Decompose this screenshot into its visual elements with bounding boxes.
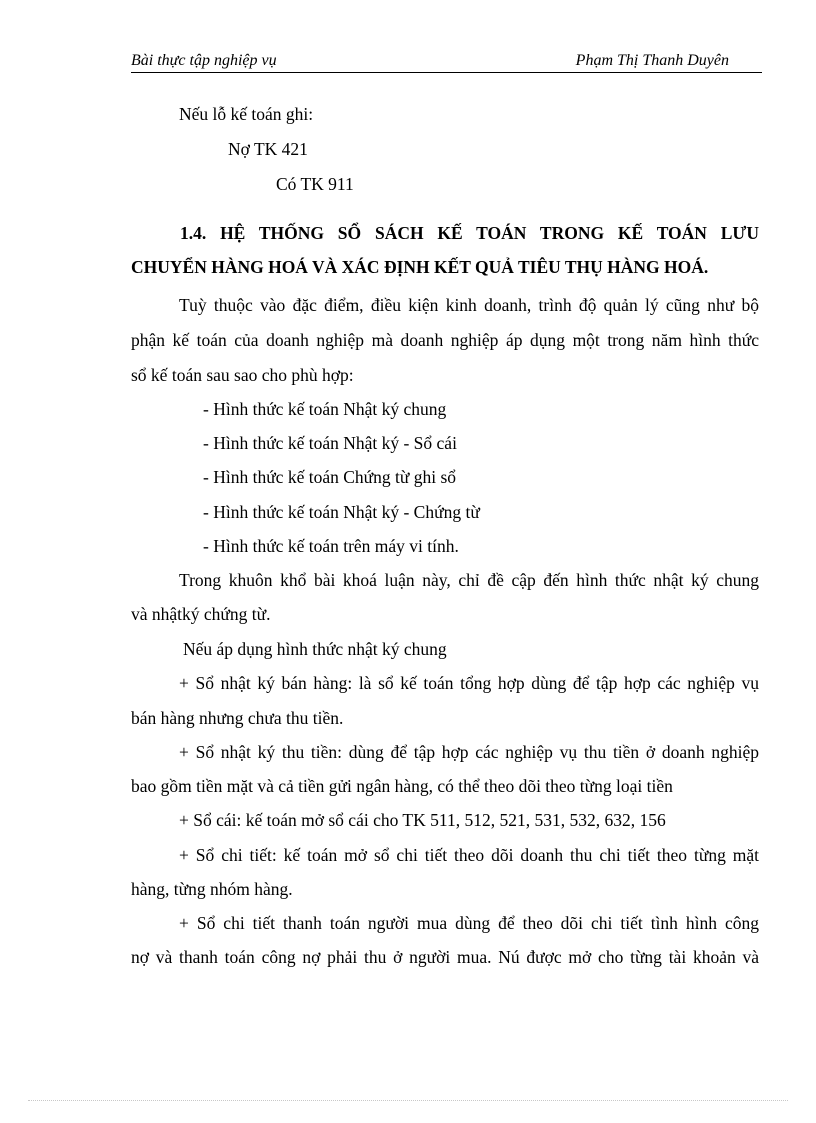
loss-intro: Nếu lỗ kế toán ghi:: [179, 104, 314, 124]
page-header: [131, 52, 762, 73]
cash-journal-line2: bao gồm tiền mặt và cả tiền gửi ngân hàng, có thể theo dõi theo từng loại tiền: [131, 776, 673, 796]
paragraph2-line2: và nhậtký chứng từ.: [131, 604, 271, 624]
form-item: - Hình thức kế toán Nhật ký chung: [203, 399, 447, 419]
form-item: - Hình thức kế toán Chứng từ ghi sổ: [203, 467, 457, 487]
buyer-ledger-line1: + Sổ chi tiết thanh toán người mua dùng để theo dõi chi tiết tình hình công: [179, 913, 759, 933]
form-item: - Hình thức kế toán Nhật ký - Chứng từ: [203, 502, 480, 522]
header-title: Bài thực tập nghiệp vụ: [131, 52, 277, 69]
sales-journal-line2: bán hàng nhưng chưa thu tiền.: [131, 708, 344, 728]
form-item: - Hình thức kế toán trên máy vi tính.: [203, 536, 459, 556]
detail-ledger-line1: + Sổ chi tiết: kế toán mở sổ chi tiết theo dõi doanh thu chi tiết theo từng mặt: [179, 845, 759, 865]
loss-credit: Có TK 911: [276, 174, 354, 194]
paragraph1-line3: sổ kế toán sau sao cho phù hợp:: [131, 365, 354, 385]
section-heading-line1: 1.4. HỆ THỐNG SỔ SÁCH KẾ TOÁN TRONG KẾ TOÁN LƯU: [180, 223, 759, 243]
paragraph1-line2: phận kế toán của doanh nghiệp mà doanh nghiệp áp dụng một trong năm hình thức: [131, 330, 759, 350]
sales-journal-line1: + Sổ nhật ký bán hàng: là sổ kế toán tổng hợp dùng để tập hợp các nghiệp vụ: [179, 673, 759, 693]
general-journal-intro: Nếu áp dụng hình thức nhật ký chung: [183, 639, 447, 659]
detail-ledger-line2: hàng, từng nhóm hàng.: [131, 879, 293, 899]
paragraph1-line1: Tuỳ thuộc vào đặc điểm, điều kiện kinh doanh, trình độ quản lý cũng như bộ: [179, 295, 759, 315]
form-item: - Hình thức kế toán Nhật ký - Sổ cái: [203, 433, 457, 453]
paragraph2-line1: Trong khuôn khổ bài khoá luận này, chỉ đề cập đến hình thức nhật ký chung: [179, 570, 759, 590]
page-bottom-divider: [28, 1100, 788, 1101]
general-ledger-line: + Sổ cái: kế toán mở sổ cái cho TK 511, 512, 521, 531, 532, 632, 156: [179, 810, 666, 830]
buyer-ledger-line2: nợ và thanh toán công nợ phải thu ở người mua. Nú được mở cho từng tài khoản và: [131, 947, 759, 967]
loss-debit: Nợ TK 421: [228, 139, 308, 159]
header-author: Phạm Thị Thanh Duyên: [575, 52, 729, 69]
section-heading-line2: CHUYỂN HÀNG HOÁ VÀ XÁC ĐỊNH KẾT QUẢ TIÊU THỤ HÀNG HOÁ.: [131, 257, 709, 277]
cash-journal-line1: + Sổ nhật ký thu tiền: dùng để tập hợp các nghiệp vụ thu tiền ở doanh nghiệp: [179, 742, 759, 762]
